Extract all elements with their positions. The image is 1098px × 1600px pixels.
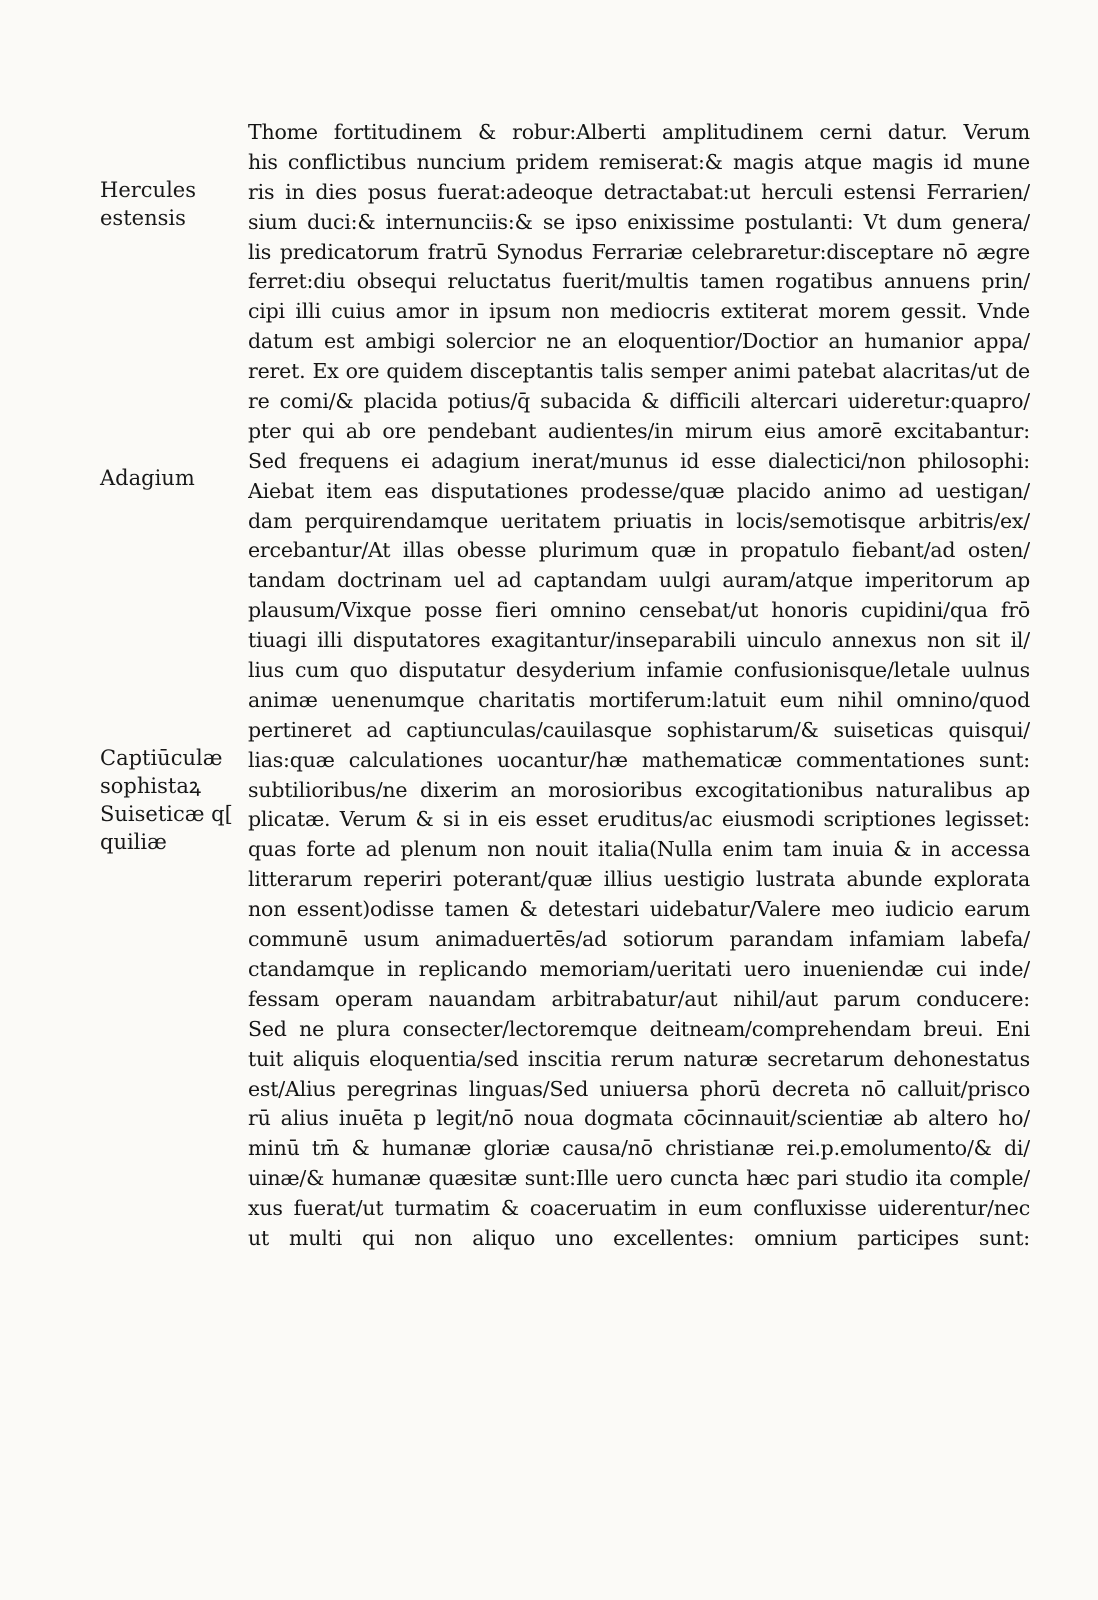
text-line: tandam doctrinam uel ad captandam uulgi auram/atque imperitorum ap <box>248 568 1030 593</box>
text-line: pter qui ab ore pendebant audientes/in mirum eius amorē excitabantur: <box>248 418 1030 443</box>
margin-note-line: estensis <box>100 206 186 230</box>
text-line: quas forte ad plenum non nouit italia(Nulla enim tam inuia & in accessa <box>248 837 1030 862</box>
margin-note-line: sophistaꝝ <box>100 774 201 798</box>
text-line: Aiebat item eas disputationes prodesse/quæ placido animo ad uestigan/ <box>248 478 1030 503</box>
text-line: re comi/& placida potius/q̄ subacida & difficili altercari uideretur:quapro/ <box>248 389 1030 414</box>
text-line: subtilioribus/ne dixerim an morosioribus excogitationibus naturalibus ap <box>248 777 1030 802</box>
text-line: Sed ne plura consecter/lectoremque deitneam/comprehendam breui. Eni <box>248 1016 1030 1041</box>
text-line: tiuagi illi disputatores exagitantur/inseparabili uinculo annexus non sit il/ <box>248 628 1030 653</box>
text-line: fessam operam nauandam arbitrabatur/aut nihil/aut parum conducere: <box>248 986 1030 1011</box>
margin-note-adagium <box>100 464 195 492</box>
text-line: cipi illi cuius amor in ipsum non mediocris extiterat morem gessit. Vnde <box>248 299 1030 324</box>
text-line: lias:quæ calculationes uocantur/hæ mathematicæ commentationes sunt: <box>248 747 1030 772</box>
text-line: Sed frequens ei adagium inerat/munus id esse dialectici/non philosophi: <box>248 448 1030 473</box>
text-line: uinæ/& humanæ quæsitæ sunt:Ille uero cuncta hæc pari studio ita comple/ <box>248 1166 1030 1191</box>
text-line: ctandamque in replicando memoriam/ueritati uero inueniendæ cui inde/ <box>248 956 1030 981</box>
text-line: ris in dies posus fuerat:adeoque detractabat:ut herculi estensi Ferrarien/ <box>248 179 1030 204</box>
text-line: est/Alius peregrinas linguas/Sed uniuersa phorū decreta nō calluit/prisco <box>248 1076 1030 1101</box>
margin-note-line: Hercules <box>100 178 196 202</box>
text-line: pertineret ad captiunculas/cauilasque sophistarum/& suiseticas quisqui/ <box>248 717 1030 742</box>
text-line: rū alius inuēta p legit/nō noua dogmata cōcinnauit/scientiæ ab altero ho/ <box>248 1106 1030 1131</box>
text-line: reret. Ex ore quidem disceptantis talis semper animi patebat alacritas/ut de <box>248 359 1030 384</box>
text-line: ut multi qui non aliquo uno excellentes: omnium participes sunt: <box>248 1225 1030 1250</box>
text-line: sium duci:& internunciis:& se ipso enixissime postulanti: Vt dum genera/ <box>248 209 1030 234</box>
main-text-block <box>248 118 1030 1254</box>
text-line: tuit aliquis eloquentia/sed inscitia rerum naturæ secretarum dehonestatus <box>248 1046 1030 1071</box>
margin-note-line: Suiseticæ q[ <box>100 802 233 826</box>
text-line: lis predicatorum fratrū Synodus Ferrariæ celebraretur:disceptare nō ægre <box>248 239 1030 264</box>
margin-note-hercules <box>100 176 196 232</box>
text-line: litterarum reperiri poterant/quæ illius uestigio lustrata abunde explorata <box>248 867 1030 892</box>
text-line: non essent)odisse tamen & detestari uidebatur/Valere meo iudicio earum <box>248 897 1030 922</box>
margin-note-line: quiliæ <box>100 830 167 854</box>
text-line: xus fuerat/ut turmatim & coaceruatim in eum confluxisse uiderentur/nec <box>248 1196 1030 1221</box>
margin-note-line: Adagium <box>100 466 195 490</box>
margin-note-captiunculae <box>100 744 233 856</box>
margin-note-line: Captiūculæ <box>100 746 223 770</box>
text-line: Thome fortitudinem & robur:Alberti amplitudinem cerni datur. Verum <box>248 120 1030 144</box>
text-line: ercebantur/At illas obesse plurimum quæ in propatulo fiebant/ad osten/ <box>248 538 1030 563</box>
text-line: plicatæ. Verum & si in eis esset eruditus/ac eiusmodi scriptiones legisset: <box>248 807 1030 832</box>
text-line: animæ uenenumque charitatis mortiferum:latuit eum nihil omnino/quod <box>248 687 1030 712</box>
text-line: minū tm̄ & humanæ gloriæ causa/nō christianæ rei.p.emolumento/& di/ <box>248 1136 1030 1161</box>
text-line: dam perquirendamque ueritatem priuatis in locis/semotisque arbitris/ex/ <box>248 508 1030 533</box>
text-line: plausum/Vixque posse fieri omnino censebat/ut honoris cupidini/qua frō <box>248 598 1030 623</box>
text-line: datum est ambigi solercior ne an eloquentior/Doctior an humanior appa/ <box>248 329 1030 354</box>
text-line: ferret:diu obsequi reluctatus fuerit/multis tamen rogatibus annuens prin/ <box>248 269 1030 294</box>
text-line: lius cum quo disputatur desyderium infamie confusionisque/letale uulnus <box>248 658 1030 683</box>
text-line: communē usum animaduertēs/ad sotiorum parandam infamiam labefa/ <box>248 927 1030 952</box>
text-line: his conflictibus nuncium pridem remiserat:& magis atque magis id mune <box>248 149 1030 174</box>
